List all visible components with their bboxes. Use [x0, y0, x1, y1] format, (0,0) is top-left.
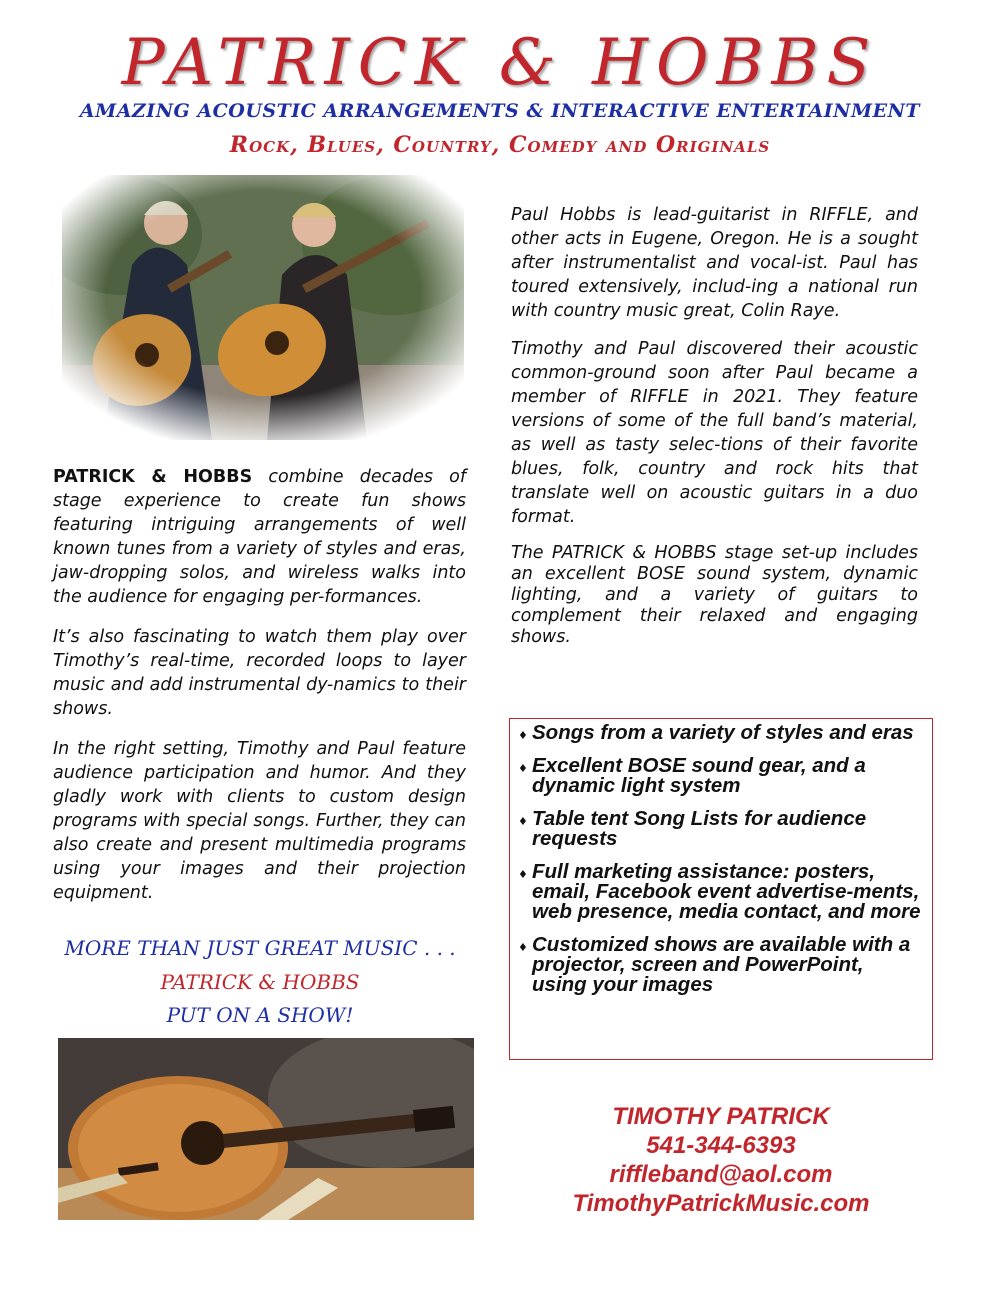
feature-item [518, 809, 922, 849]
feature-text: Customized shows are available with a projector, screen and PowerPoint, using your images [532, 933, 911, 996]
band-name-lead: PATRICK & HOBBS [53, 467, 253, 487]
contact-phone[interactable]: 541-344-6393 [646, 1132, 796, 1159]
left-paragraph-1 [53, 465, 466, 609]
right-paragraph-3: The PATRICK & HOBBS stage set-up includes an excellent BOSE sound system, dynamic lighting, and a variety of guitars to complement their relaxed and engaging shows. [511, 543, 918, 647]
left-paragraph-1-text: combine decades of stage experience to create fun shows featuring intriguing arrangements of well known tunes from a variety of styles and eras, jaw-dropping solos, and wireless walks into the audience for engaging per-formances. [53, 467, 466, 607]
feature-item [518, 862, 922, 922]
show-line-2: PATRICK & HOBBS [160, 970, 360, 994]
right-column [511, 203, 918, 662]
left-paragraph-2: It’s also fascinating to watch them play over Timothy’s real-time, recorded loops to layer music and add instrumental dy-namics to their shows. [53, 627, 466, 719]
page-title: PATRICK & HOBBS [121, 26, 879, 100]
feature-item [518, 756, 922, 796]
duo-photo [62, 175, 464, 440]
feature-item [518, 723, 922, 743]
contact-name: TIMOTHY PATRICK [612, 1103, 830, 1130]
feature-text: Songs from a variety of styles and eras [532, 721, 914, 744]
features-box [509, 718, 933, 1060]
diamond-bullet-icon: ♦ [518, 815, 528, 828]
show-line-3: PUT ON A SHOW! [166, 1003, 354, 1027]
feature-text: Excellent BOSE sound gear, and a dynamic light system [532, 754, 866, 797]
feature-text: Full marketing assistance: posters, email, Facebook event advertise-ments, web presence, media contact, and more [532, 860, 921, 923]
show-line-1: MORE THAN JUST GREAT MUSIC . . . [64, 936, 456, 960]
guitar-photo [58, 1038, 474, 1220]
right-paragraph-2: Timothy and Paul discovered their acoustic common-ground soon after Paul became a member of RIFFLE in 2021. They feature versions of some of the full band’s material, as well as tasty selec-tions of their favorite blues, folk, country and rock hits that translate well on acoustic guitars in a duo format. [511, 339, 918, 527]
tagline: Rock, Blues, Country, Comedy and Originals [229, 132, 771, 158]
left-column [53, 465, 466, 921]
duo-photo-illustration [62, 175, 464, 440]
right-paragraph-1: Paul Hobbs is lead-guitarist in RIFFLE, and other acts in Eugene, Oregon. He is a sought after instrumentalist and vocal-ist. Paul has toured extensively, includ-ing a national run with country music great, Colin Raye. [511, 205, 918, 321]
left-paragraph-3: In the right setting, Timothy and Paul feature audience participation and humor. And they gladly work with clients to custom design programs with special songs. Further, they can also create and present multimedia programs using your images and their projection equipment. [53, 739, 466, 903]
subtitle: AMAZING ACOUSTIC ARRANGEMENTS & INTERACTIVE ENTERTAINMENT [79, 100, 921, 122]
diamond-bullet-icon: ♦ [518, 729, 528, 742]
contact-block [509, 1102, 933, 1218]
diamond-bullet-icon: ♦ [518, 868, 528, 881]
diamond-bullet-icon: ♦ [518, 941, 528, 954]
feature-item [518, 935, 922, 995]
guitar-photo-illustration [58, 1038, 474, 1220]
contact-website[interactable]: TimothyPatrickMusic.com [572, 1190, 870, 1217]
contact-email[interactable]: riffleband@aol.com [609, 1161, 833, 1188]
feature-text: Table tent Song Lists for audience requests [532, 807, 867, 850]
diamond-bullet-icon: ♦ [518, 762, 528, 775]
